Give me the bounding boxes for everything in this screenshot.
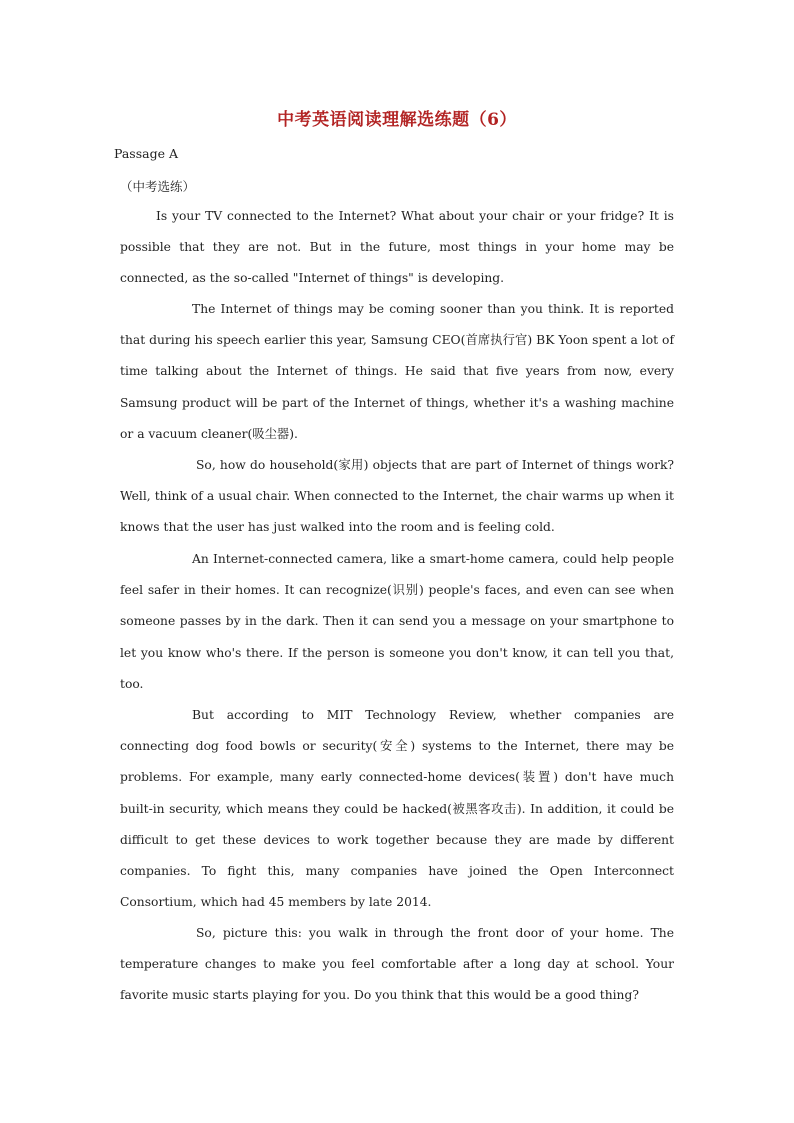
paragraph-2: The Internet of things may be coming sooner than you think. It is reported that during his speech earlier this year, Samsung CEO(首席执行官) BK Yoon spent a lot of time talking about the Internet of things. He said that five years from now, every Samsung product will be part of the Internet of things, whether it's a washing machine or a vacuum cleaner(吸尘器). [120, 302, 674, 441]
passage-label: Passage A [114, 146, 178, 161]
paragraph-3: So, how do household(家用) objects that are part of Internet of things work? Well, think of a usual chair. When connected to the Internet, the chair warms up when it knows that the user has just walked into the room and is feeling cold. [120, 458, 674, 535]
source-label: （中考选练） [120, 179, 196, 194]
paragraph-1: Is your TV connected to the Internet? What about your chair or your fridge? It is possible that they are not. But in the future, most things in your home may be connected, as the so-called "Internet of things" is developing. [120, 209, 674, 286]
paragraph-5: But according to MIT Technology Review, whether companies are connecting dog food bowls or security(安全) systems to the Internet, there may be problems. For example, many early connected-home devices(装置) don't have much built-in security, which means they could be hacked(被黑客攻击). In addition, it could be difficult to get these devices to work together because they are made by different companies. To fight this, many companies have joined the Open Interconnect Consortium, which had 45 members by late 2014. [120, 708, 674, 910]
document-title: 中考英语阅读理解选练题（6） [277, 110, 517, 130]
paragraph-6: So, picture this: you walk in through the front door of your home. The temperature changes to make you feel comfortable after a long day at school. Your favorite music starts playing for you. Do you think that this would be a good thing? [120, 926, 674, 1003]
paragraph-4: An Internet-connected camera, like a smart-home camera, could help people feel safer in their homes. It can recognize(识别) people's faces, and even can see when someone passes by in the dark. Then it can send you a message on your smartphone to let you know who's there. If the person is someone you don't know, it can tell you that, too. [120, 552, 674, 691]
